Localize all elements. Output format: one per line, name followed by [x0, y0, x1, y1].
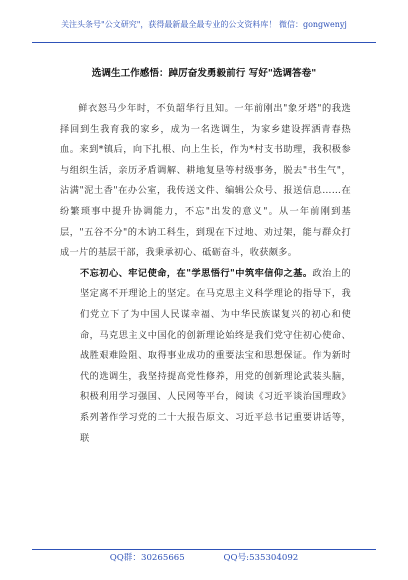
header-divider [32, 42, 376, 43]
paragraph-text: 政治上的坚定离不开理论上的坚定。在马克思主义科学理论的指导下，我们党立下了为中国人民谋幸福、为中华民族谋复兴的初心和使命，马克思主义中国化的创新理论始终是我们党守住初心使命、战胜艰难险阻、取得事业成功的重要法宝和思想保证。作为新时代的选调生，我坚持提高党性修养，用党的创新理论武装头脑，积极利用学习强国、人民网等平台，阅读《习近平谈治国理政》系列著作学习党的二十大报告原文、习近平总书记重要讲话等，联 [80, 267, 351, 444]
body-paragraph [60, 99, 351, 264]
document-title: 选调生工作感悟：踔厉奋发勇毅前行 写好"选调答卷" [91, 68, 317, 79]
paragraph-heading: 不忘初心、牢记使命，在"学思悟行"中筑牢信仰之基。 [80, 267, 313, 279]
page-header: 关注头条号"公文研究"，获得最新最全最专业的公文资料库！ 微信：gongwenyj [61, 20, 347, 29]
footer-qq-group: QQ群：30265665 [109, 553, 185, 563]
document-body [60, 99, 351, 449]
paragraph-text: 鲜衣怒马少年时，不负韶华行且知。一年前刚出"象牙塔"的我选择回到生我育我的家乡，成为一名选调生，为家乡建设挥洒青春热血。来到*镇后，向下扎根、向上生长，作为*村支书助理，我积极参与组织生活，亲历矛盾调解、耕地复垦等村级事务，脱去"书生气"，沾满"泥土香"在办公室，我传送文件、编辑公众号、报送信息……在纷繁琐事中提升协调能力，不忘"出发的意义"。从一年前刚到基层，"五谷不分"的木讷工科生，到现在下过地、劝过架，能与群众打成一片的基层干部，我秉承初心、砥砺奋斗，收获颇多。 [60, 103, 351, 259]
footer-qq-number: QQ号:535304092 [223, 553, 299, 563]
footer-divider [32, 549, 376, 550]
page-footer [32, 552, 376, 564]
body-paragraph [80, 264, 351, 449]
